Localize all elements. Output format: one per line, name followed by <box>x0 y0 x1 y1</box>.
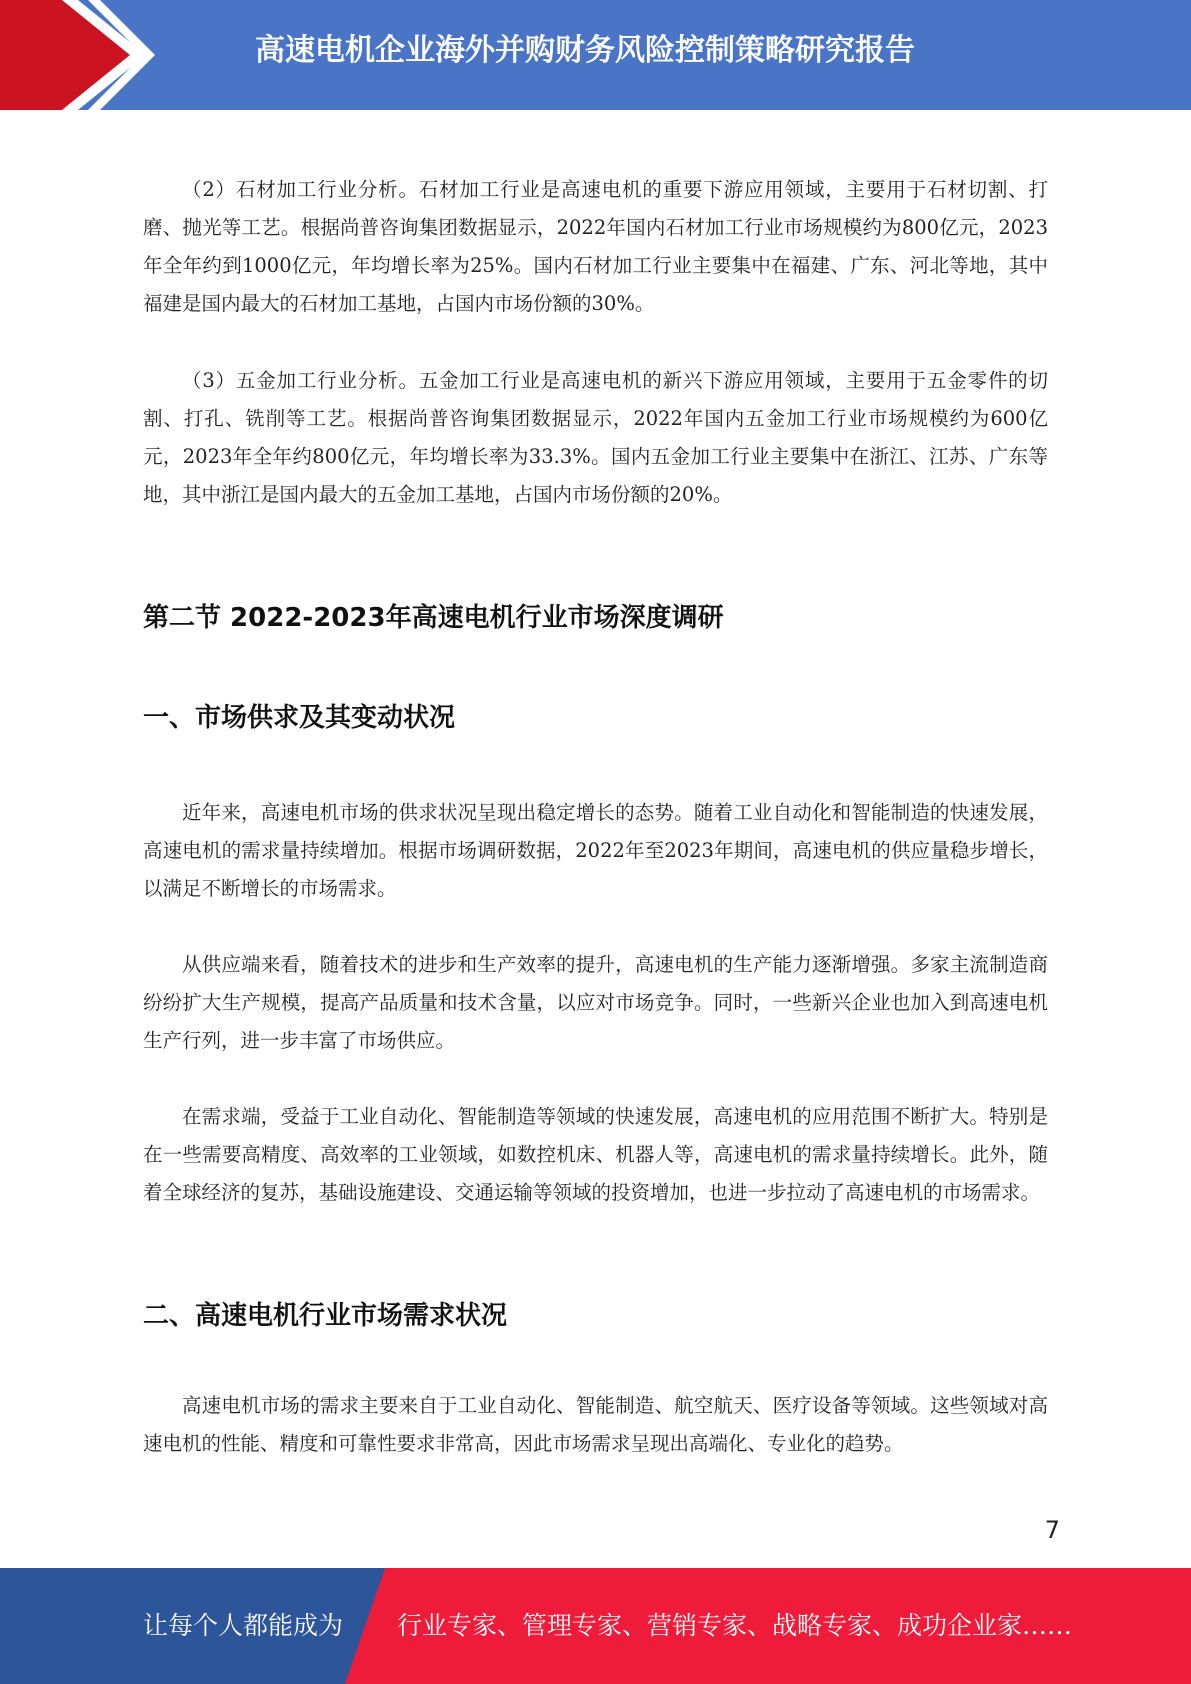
subsection-heading-market-demand: 二、高速电机行业市场需求状况 <box>143 1301 508 1331</box>
subsection-heading-supply-demand: 一、市场供求及其变动状况 <box>143 703 456 733</box>
header-title: 高速电机企业海外并购财务风险控制策略研究报告 <box>255 33 915 68</box>
paragraph-supply-demand-intro: 近年来，高速电机市场的供求状况呈现出稳定增长的态势。随着工业自动化和智能制造的快速发展，高速电机的需求量持续增加。根据市场调研数据，2022年至2023年期间，高速电机的供应量稳步增长，以满足不断增长的市场需求。 <box>143 801 1048 900</box>
section-heading: 第二节 2022-2023年高速电机行业市场深度调研 <box>143 603 724 633</box>
paragraph-market-demand: 高速电机市场的需求主要来自于工业自动化、智能制造、航空航天、医疗设备等领域。这些领域对高速电机的性能、精度和可靠性要求非常高，因此市场需求呈现出高端化、专业化的趋势。 <box>143 1394 1048 1455</box>
footer-slogan-left: 让每个人都能成为 <box>143 1611 344 1640</box>
paragraph-supply-side: 从供应端来看，随着技术的进步和生产效率的提升，高速电机的生产能力逐渐增强。多家主流制造商纷纷扩大生产规模，提高产品质量和技术含量，以应对市场竞争。同时，一些新兴企业也加入到高速电机生产行列，进一步丰富了市场供应。 <box>143 953 1048 1052</box>
paragraph-stone-processing: （2）石材加工行业分析。石材加工行业是高速电机的重要下游应用领域，主要用于石材切割、打磨、抛光等工艺。根据尚普咨询集团数据显示，2022年国内石材加工行业市场规模约为800亿元，2023年全年约到1000亿元，年均增长率为25%。国内石材加工行业主要集中在福建、广东、河北等地，其中福建是国内最大的石材加工基地，占国内市场份额的30%。 <box>143 178 1048 315</box>
footer-slogan-right: 行业专家、管理专家、营销专家、战略专家、成功企业家…… <box>397 1611 1073 1640</box>
paragraph-demand-side: 在需求端，受益于工业自动化、智能制造等领域的快速发展，高速电机的应用范围不断扩大。特别是在一些需要高精度、高效率的工业领域，如数控机床、机器人等，高速电机的需求量持续增长。此外，随着全球经济的复苏，基础设施建设、交通运输等领域的投资增加，也进一步拉动了高速电机的市场需求。 <box>143 1105 1048 1204</box>
page-header <box>0 0 1191 110</box>
page-footer <box>0 1568 1191 1684</box>
paragraph-hardware-processing: （3）五金加工行业分析。五金加工行业是高速电机的新兴下游应用领域，主要用于五金零件的切割、打孔、铣削等工艺。根据尚普咨询集团数据显示，2022年国内五金加工行业市场规模约为600亿元，2023年全年约800亿元，年均增长率为33.3%。国内五金加工行业主要集中在浙江、江苏、广东等地，其中浙江是国内最大的五金加工基地，占国内市场份额的20%。 <box>143 369 1048 506</box>
page-number: 7 <box>1044 1516 1060 1544</box>
